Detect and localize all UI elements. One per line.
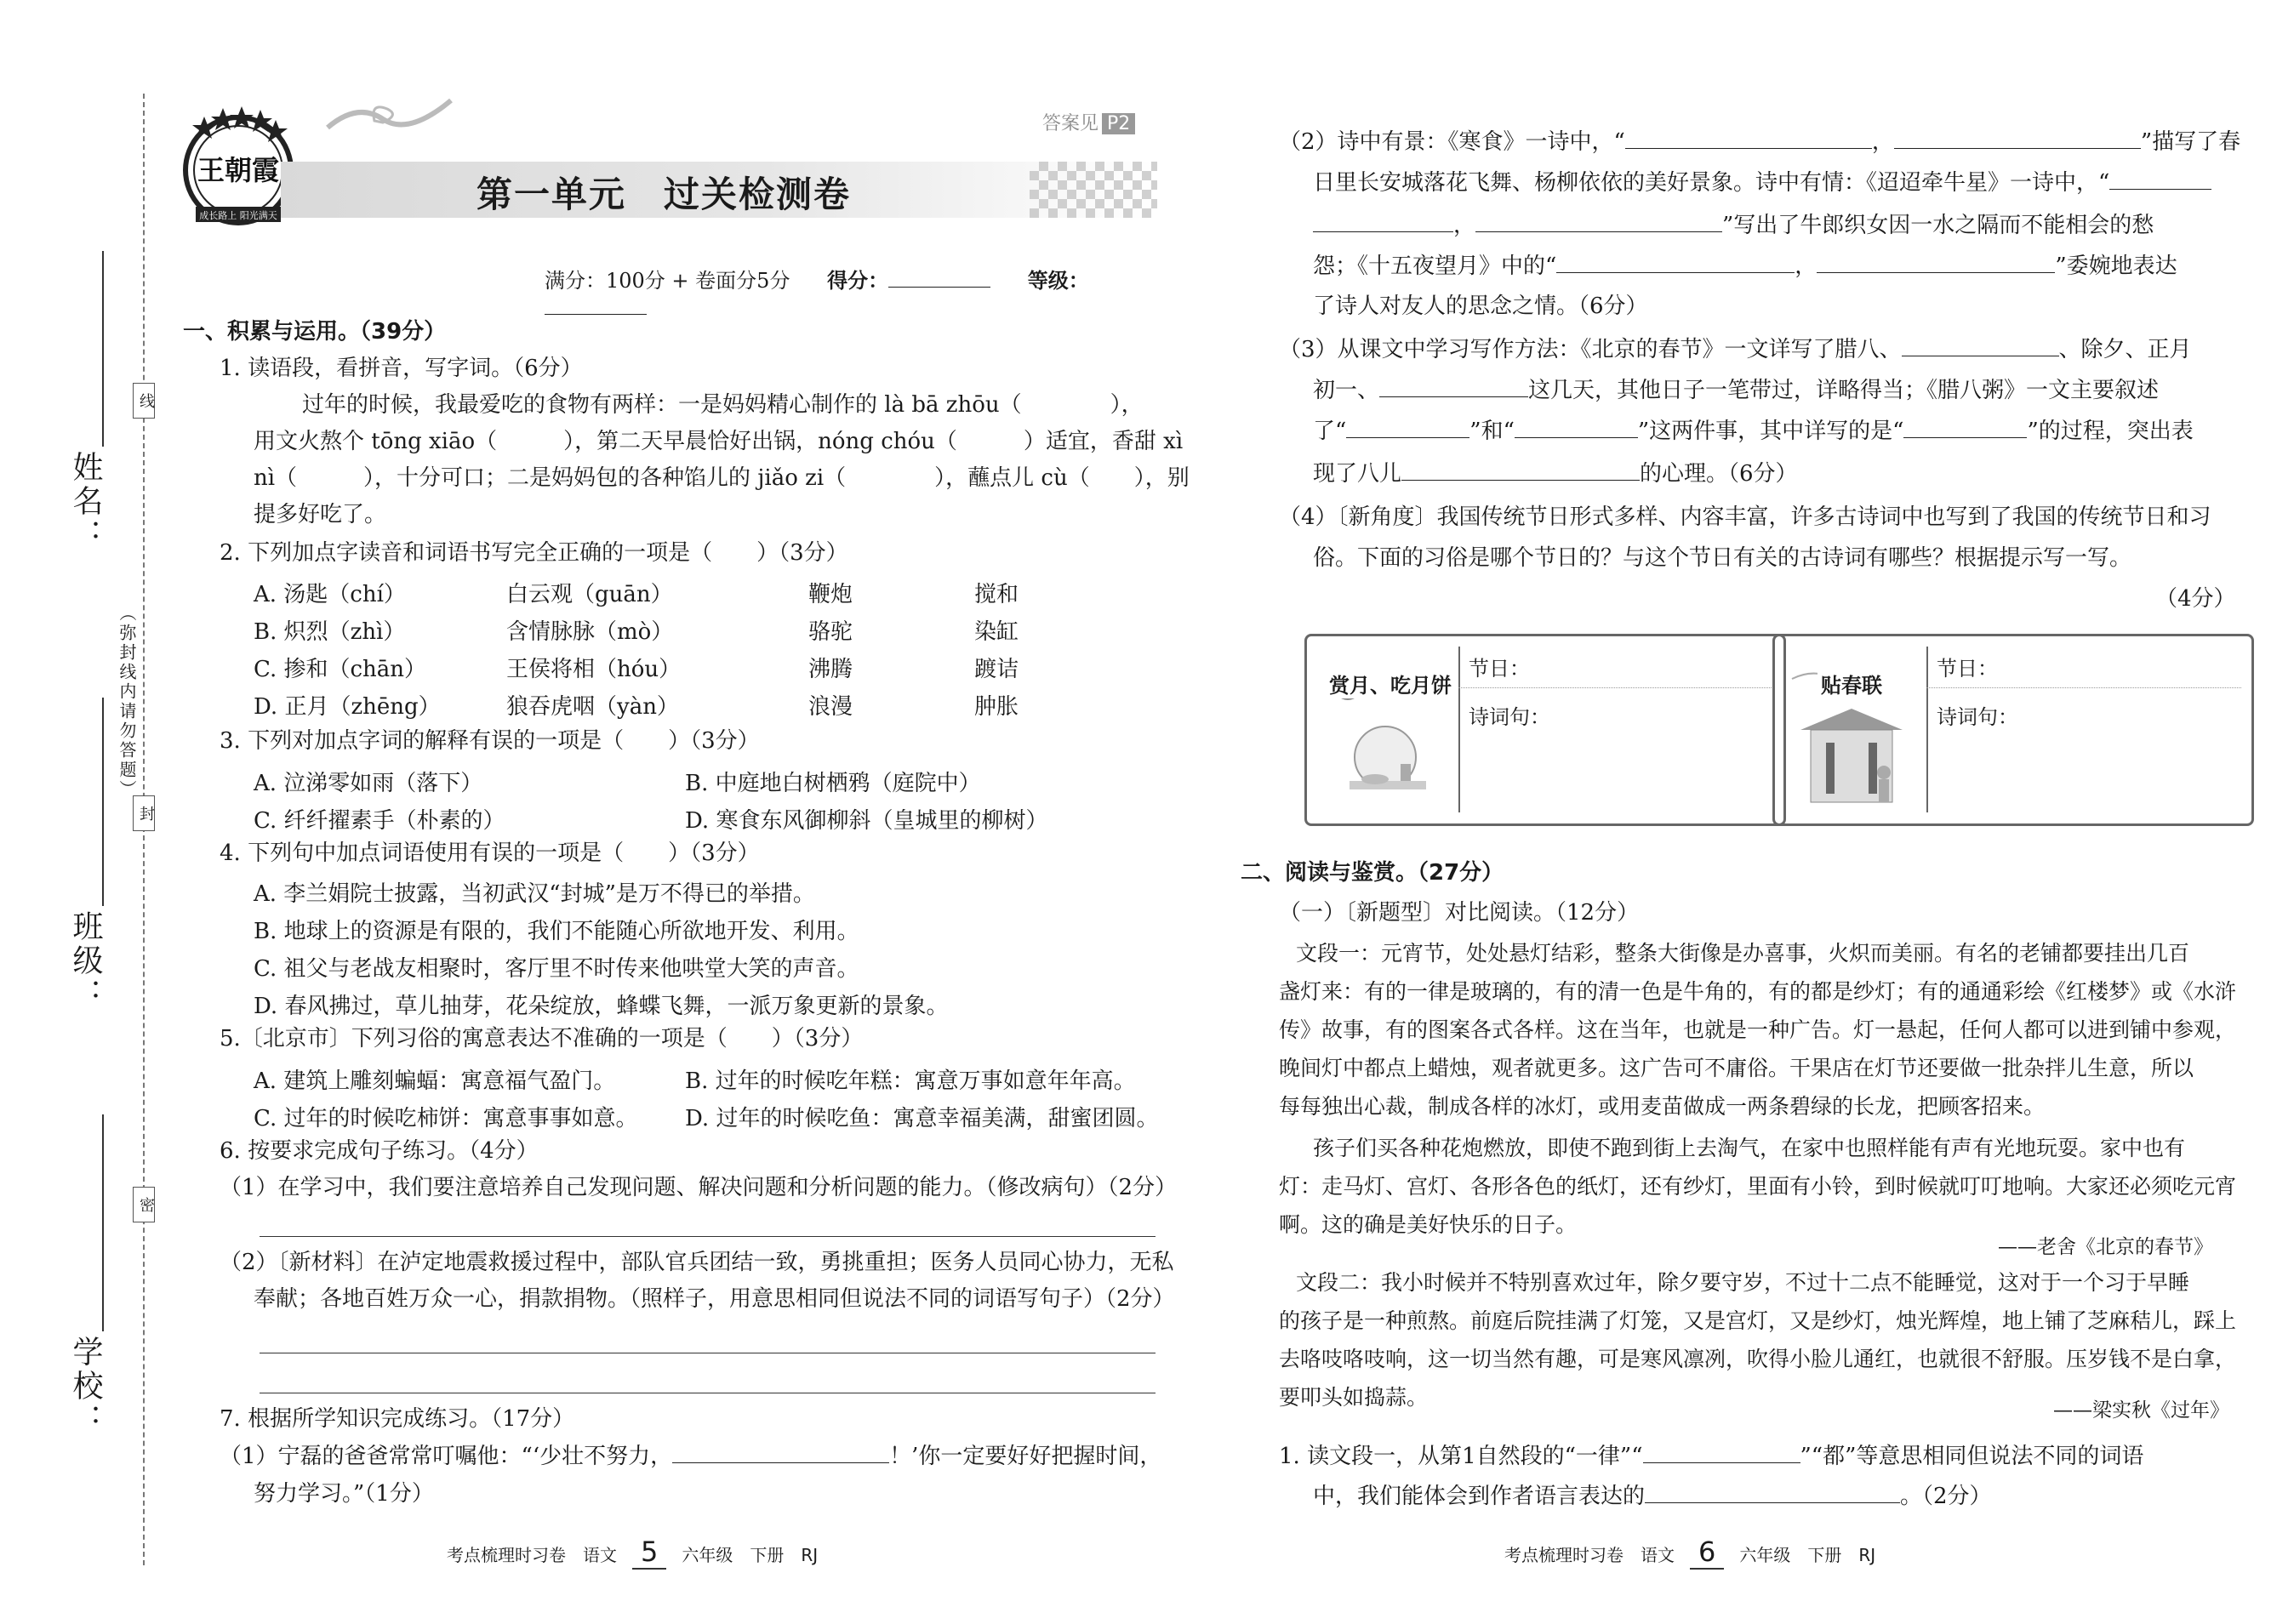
q7-3c-mid2: ”这两件事，其中详写的是“ <box>1637 419 1904 444</box>
q7-3-blank-3[interactable] <box>1346 415 1469 438</box>
class-field[interactable] <box>102 698 104 906</box>
q2-option-d4: 肿胀 <box>974 694 1019 720</box>
q7-part-1b: 努力学习。”（1分） <box>254 1481 434 1507</box>
footer-left-series: 考点梳理时习卷 语文 <box>447 1545 617 1565</box>
q2-stem: 2. 下列加点字读音和词语书写完全正确的一项是（ ）（3分） <box>220 540 848 566</box>
score-label: 得分： <box>827 269 889 293</box>
reading-q1-text-end: ”“都”等意思相同但说法不同的词语 <box>1800 1444 2144 1469</box>
q7-3a-text: （3）从课文中学习写作方法：《北京的春节》一文详写了腊八、 <box>1279 337 1902 362</box>
q1-line-2: 用文火熬个 tōng xiāo（ ），第二天早晨恰好出锅，nóng chóu（ ）适宜，香甜 xì <box>254 429 1184 454</box>
page-title: 第一单元 过关检测卷 <box>476 174 852 215</box>
q2-option-b1[interactable]: B. 炽烈（zhì） <box>254 619 406 645</box>
q5-option-c[interactable]: C. 过年的时候吃柿饼：寓意事事如意。 <box>254 1106 638 1131</box>
card-1-divider <box>1458 647 1460 812</box>
q7-1-text-end: ！’你一定要好好把握时间， <box>889 1444 1162 1469</box>
q7-part-3c <box>1313 415 2194 447</box>
q4-option-d[interactable]: D. 春风拂过，草儿抽芽，花朵绽放，蜂蝶飞舞，一派万象更新的景象。 <box>254 994 949 1019</box>
q7-1-text: （1）宁磊的爸爸常常叮嘱他：“‘少壮不努力， <box>220 1444 673 1469</box>
card-1-title: 赏月、吃月饼 <box>1326 669 1455 698</box>
q7-part-4b: 俗。下面的习俗是哪个节日的？与这个节日有关的古诗词有哪些？根据提示写一写。 <box>1313 545 2132 571</box>
q2-option-a2: 白云观（guān） <box>506 582 673 607</box>
q7-2-blank-5[interactable] <box>1556 250 1795 273</box>
binding-tab-secret: 密 <box>133 1187 155 1222</box>
q7-3-blank-5[interactable] <box>1903 415 2027 438</box>
card-1-separator <box>1458 687 1773 688</box>
q7-3c-mid1: ”和“ <box>1469 419 1515 444</box>
q7-2-blank-4[interactable] <box>1475 209 1722 232</box>
q1-line-4: 提多好吃了。 <box>254 502 387 527</box>
card-2-title: 贴春联 <box>1818 669 1886 698</box>
q6-1-answer-line[interactable] <box>260 1236 1156 1237</box>
q3-option-c[interactable]: C. 纤纤擢素手（朴素的） <box>254 808 505 834</box>
q7-3d-end: 的心理。（6分） <box>1640 461 1798 487</box>
name-field[interactable] <box>102 251 104 447</box>
page-right <box>1147 0 2294 1624</box>
passage-1-source: ——老舍《北京的春节》 <box>1998 1236 2213 1258</box>
passage-1-p2-line-1: 孩子们买各种花炮燃放，即使不跑到街上去淘气，在家中也照样能有声有光地玩耍。家中也有 <box>1313 1136 2186 1160</box>
q7-part-2d <box>1313 250 2177 282</box>
reading-q1-blank-2[interactable] <box>1645 1480 1900 1503</box>
q6-stem: 6. 按要求完成句子练习。（4分） <box>220 1138 539 1164</box>
reading-q1-b-text: 中，我们能体会到作者语言表达的 <box>1313 1484 1646 1509</box>
answer-ref-page: P2 <box>1102 113 1135 134</box>
q7-part-2b <box>1313 167 2211 198</box>
q7-2d-mid: ， <box>1795 254 1818 279</box>
q7-2b-text: 日里长安城落花飞舞、杨柳依依的美好景象。诗中有情：《迢迢牵牛星》一诗中，“ <box>1313 170 2110 196</box>
binding-note: （弥封线内请勿答题） <box>117 604 137 800</box>
q2-option-c1[interactable]: C. 掺和（chān） <box>254 657 427 682</box>
logo-subtext: 成长路上 阳光满天 <box>199 210 277 221</box>
q7-3a-end: 、除夕、正月 <box>2058 337 2192 362</box>
logo-text: 王朝霞 <box>197 154 280 186</box>
binding-tab-line: 线 <box>133 383 155 419</box>
reading-q1-blank-1[interactable] <box>1643 1440 1800 1463</box>
q7-part-3a <box>1279 333 2192 365</box>
q3-option-a[interactable]: A. 泣涕零如雨（落下） <box>254 771 483 796</box>
passage-2-line-2: 的孩子是一种煎熬。前庭后院挂满了灯笼，又是宫灯，又是纱灯，烛光辉煌，地上铺了芝麻秸儿，踩上 <box>1279 1308 2237 1333</box>
answer-ref-label: 答案见 <box>1042 113 1099 134</box>
q7-2-blank-2[interactable] <box>1894 126 2141 149</box>
card-2-divider <box>1926 647 1928 812</box>
score-info: 满分：100分 + 卷面分5分 <box>545 269 790 293</box>
passage-1-line-2: 盏灯来：有的一律是玻璃的，有的清一色是牛角的，有的都是纱灯；有的通通彩绘《红楼梦》或《水浒 <box>1279 979 2237 1004</box>
passage-1-line-4: 晚间灯中都点上蜡烛，观者就更多。这广告可不庸俗。干果店在灯节还要做一批杂拌儿生意，所以 <box>1279 1056 2194 1080</box>
q7-2d-text: 怨；《十五夜望月》中的“ <box>1313 254 1557 279</box>
q2-option-a3: 鞭炮 <box>808 582 853 607</box>
grade-field[interactable] <box>545 293 647 315</box>
q1-line-1: 过年的时候，我最爱吃的食物有两样：一是妈妈精心制作的 là bā zhōu（ ）， <box>302 392 1144 418</box>
q7-2-blank-3b[interactable] <box>1313 209 1453 232</box>
q7-part-1a <box>220 1440 1161 1472</box>
q2-option-b3: 骆驼 <box>808 619 853 645</box>
passage-2-line-3: 去咯吱咯吱响，这一切当然有趣，可是寒风凛冽，吹得小脸儿通红，也就很不舒服。压岁钱不是白拿， <box>1279 1347 2237 1371</box>
festival-card-couplet <box>1772 634 2254 826</box>
footer-right-series: 考点梳理时习卷 语文 <box>1504 1545 1675 1565</box>
q2-option-c3: 沸腾 <box>808 657 853 682</box>
footer-right-page-number: 6 <box>1690 1536 1724 1570</box>
passage-1-line-1: 文段一：元宵节，处处悬灯结彩，整条大街像是办喜事，火炽而美丽。有名的老铺都要挂出几百 <box>1296 941 2190 966</box>
q2-option-a1[interactable]: A. 汤匙（chí） <box>254 582 406 607</box>
q7-stem: 7. 根据所学知识完成练习。（17分） <box>220 1406 575 1432</box>
q5-option-d[interactable]: D. 过年的时候吃鱼：寓意幸福美满，甜蜜团圆。 <box>685 1106 1159 1131</box>
passage-2-line-1: 文段二：我小时候并不特别喜欢过年，除夕要守岁，不过十二点不能睡觉，这对于一个习于早睡 <box>1296 1270 2190 1295</box>
q5-option-b[interactable]: B. 过年的时候吃年糕：寓意万事如意年年高。 <box>685 1068 1136 1094</box>
q7-3-blank-6[interactable] <box>1401 458 1640 481</box>
reading-q1-a <box>1279 1440 2143 1472</box>
q7-2a-mid: ， <box>1871 129 1894 155</box>
q2-option-d2: 狼吞虎咽（yàn） <box>506 694 679 720</box>
school-field[interactable] <box>102 1114 104 1331</box>
q7-3-blank-1[interactable] <box>1902 333 2059 356</box>
card-2-separator <box>1926 687 2241 688</box>
q6-part-2a: （2）〔新材料〕在泸定地震救援过程中，部队官兵团结一致，勇挑重担；医务人员同心协力，无私 <box>220 1250 1174 1275</box>
q7-3-blank-2[interactable] <box>1379 374 1528 397</box>
card-2-festival-label: 节日： <box>1937 657 1998 681</box>
q7-3b-end: 这几天，其他日子一笔带过，详略得当；《腊八粥》一文主要叙述 <box>1528 378 2160 403</box>
q7-3c-end: ”的过程，突出表 <box>2027 419 2194 444</box>
q7-3d-text: 现了八儿 <box>1313 461 1402 487</box>
section-1-heading: 一、积累与运用。（39分） <box>183 319 447 345</box>
q7-2c-mid: ， <box>1453 213 1476 238</box>
q1-line-3: nì（ ），十分可口；二是妈妈包的各种馅儿的 jiǎo zi（ ），蘸点儿 cù（ ），别 <box>254 465 1190 491</box>
q2-option-b2: 含情脉脉（mò） <box>506 619 674 645</box>
festival-card-mooncake <box>1304 634 1786 826</box>
q7-2c-end: ”写出了牛郎织女因一水之隔而不能相会的愁 <box>1722 213 2154 238</box>
q2-option-b4: 染缸 <box>974 619 1019 645</box>
school-label: 学校： <box>68 1336 103 1438</box>
reading-1-heading: （一）〔新题型〕对比阅读。（12分） <box>1279 900 1640 926</box>
q7-part-4-score: （4分） <box>2155 586 2236 612</box>
q3-option-b[interactable]: B. 中庭地白树栖鸦（庭院中） <box>685 771 981 796</box>
passage-1-line-5: 每每独出心裁，制成各样的冰灯，或用麦苗做成一两条碧绿的长龙，把顾客招来。 <box>1279 1094 2046 1119</box>
q4-option-c[interactable]: C. 祖父与老战友相聚时，客厅里不时传来他哄堂大笑的声音。 <box>254 956 859 982</box>
score-field[interactable] <box>888 266 990 288</box>
footer-right <box>1504 1536 1875 1570</box>
passage-2-source: ——梁实秋《过年》 <box>2053 1399 2229 1422</box>
card-1-festival-label: 节日： <box>1469 657 1530 681</box>
q4-stem: 4. 下列句中加点词语使用有误的一项是（ ）（3分） <box>220 840 760 866</box>
q6-part-1: （1）在学习中，我们要注意培养自己发现问题、解决问题和分析问题的能力。（修改病句）（2分） <box>220 1175 1178 1200</box>
q2-option-c2: 王侯将相（hóu） <box>506 657 682 682</box>
q7-2-blank-6[interactable] <box>1817 250 2055 273</box>
q5-stem: 5.〔北京市〕下列习俗的寓意表达不准确的一项是（ ）（3分） <box>220 1026 864 1051</box>
footer-right-grade: 六年级 下册 RJ <box>1739 1545 1876 1565</box>
footer-left-page-number: 5 <box>632 1536 666 1570</box>
card-1-poem-label: 诗词句： <box>1469 705 1550 729</box>
q4-option-a[interactable]: A. 李兰娟院士披露，当初武汉“封城”是万不得已的举措。 <box>254 881 815 907</box>
q2-option-d3: 浪漫 <box>808 694 853 720</box>
q7-part-2a <box>1279 126 2240 157</box>
q7-part-3b <box>1313 374 2159 406</box>
q2-option-c4: 踱诘 <box>974 657 1019 682</box>
q7-3-blank-4[interactable] <box>1515 415 1638 438</box>
q6-part-2b: 奉献；各地百姓万众一心，捐款捐物。（照样子，用意思相同但说法不同的词语写句子）（2分） <box>254 1286 1175 1312</box>
answer-reference <box>1042 109 1135 135</box>
class-label: 班级： <box>68 910 103 1012</box>
binding-tab-seal: 封 <box>133 795 155 831</box>
section-2-heading: 二、阅读与鉴赏。（27分） <box>1241 860 1504 886</box>
ribbon-decoration-icon <box>323 94 455 145</box>
passage-1-line-3: 传》故事，有的图案各式各样。这在当年，也就是一种广告。灯一悬起，任何人都可以进到铺中参观， <box>1279 1017 2237 1042</box>
q4-option-b[interactable]: B. 地球上的资源是有限的，我们不能随心所欲地开发、利用。 <box>254 919 859 944</box>
title-checker-pattern <box>1030 162 1157 218</box>
q7-3c-text: 了“ <box>1313 419 1347 444</box>
q7-1-blank[interactable] <box>672 1440 889 1463</box>
passage-1-p2-line-3: 啊。这的确是美好快乐的日子。 <box>1279 1212 1578 1237</box>
reading-q1-b-end: 。（2分） <box>1900 1484 1992 1509</box>
passage-1-p2-line-2: 灯：走马灯、宫灯、各形各色的纸灯，还有纱灯，里面有小铃，到时候就叮叮地响。大家还必须吃元宵 <box>1279 1174 2237 1199</box>
q7-3b-text: 初一、 <box>1313 378 1380 403</box>
q7-2-blank-1[interactable] <box>1625 126 1872 149</box>
card-2-poem-label: 诗词句： <box>1937 705 2018 729</box>
name-label: 姓名： <box>68 451 103 553</box>
q2-option-a4: 搅和 <box>974 582 1019 607</box>
passage-2-line-4: 要叩头如捣蒜。 <box>1279 1385 1429 1410</box>
q7-2a-end: ”描写了春 <box>2140 129 2241 155</box>
q5-option-a[interactable]: A. 建筑上雕刻蝙蝠：寓意福气盈门。 <box>254 1068 616 1094</box>
footer-left-grade: 六年级 下册 RJ <box>682 1545 819 1565</box>
q7-part-2c <box>1313 209 2154 241</box>
q7-part-4a: （4）〔新角度〕我国传统节日形式多样、内容丰富，许多古诗词中也写到了我国的传统节日和习 <box>1279 504 2211 530</box>
reading-q1-text: 1. 读文段一，从第1自然段的“一律”“ <box>1279 1444 1643 1469</box>
score-line <box>545 264 1147 320</box>
q7-2d-end: ”委婉地表达 <box>2055 254 2177 279</box>
q7-2-blank-3[interactable] <box>2109 167 2211 190</box>
q7-part-2e: 了诗人对友人的思念之情。（6分） <box>1313 293 1648 319</box>
reading-q1-b <box>1313 1480 1992 1512</box>
q1-stem: 1. 读语段，看拼音，写字词。（6分） <box>220 356 583 381</box>
footer-left <box>447 1536 818 1570</box>
grade-label: 等级： <box>1027 269 1089 293</box>
q2-option-d1[interactable]: D. 正月（zhēng） <box>254 694 441 720</box>
q3-stem: 3. 下列对加点字词的解释有误的一项是（ ）（3分） <box>220 728 760 754</box>
q7-2a-text: （2）诗中有景：《寒食》一诗中，“ <box>1279 129 1625 155</box>
q3-option-d[interactable]: D. 寒食东风御柳斜（皇城里的柳树） <box>685 808 1048 834</box>
q7-part-3d <box>1313 458 1798 489</box>
